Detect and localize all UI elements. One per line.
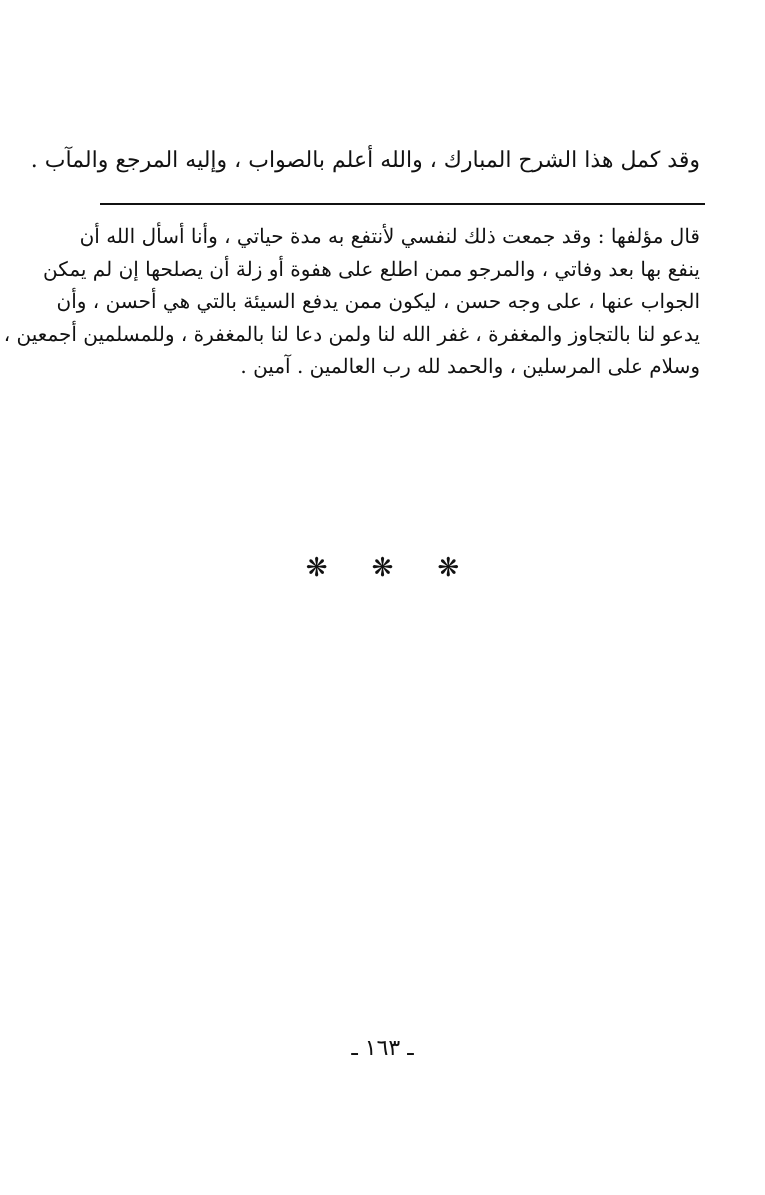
author-note-line: قال مؤلفها : وقد جمعت ذلك لنفسي لأنتفع به مدة حياتي ، وأنا أسأل الله أن [79,224,700,248]
footnote-divider [100,203,705,205]
author-note-line: الجواب عنها ، على وجه حسن ، ليكون ممن يدفع السيئة بالتي هي أحسن ، وأن [56,289,700,313]
author-note [3,220,700,383]
author-note-line: يدعو لنا بالتجاوز والمغفرة ، غفر الله لنا ولمن دعا لنا بالمغفرة ، وللمسلمين أجمعين ، [3,321,700,346]
author-note-line: وسلام على المرسلين ، والحمد لله رب العالمين . آمين . [240,354,700,378]
author-note-line: ينفع بها بعد وفاتي ، والمرجو ممن اطلع على هفوة أو زلة أن يصلحها إن لم يمكن [43,256,700,281]
asterism-star-icon: ❋ [305,553,328,583]
section-separator [0,553,765,583]
asterism-star-icon: ❋ [437,553,460,583]
asterism-star-icon: ❋ [371,553,394,583]
page-number: ـ ١٦٣ ـ [351,1036,414,1061]
closing-statement: وقد كمل هذا الشرح المبارك ، والله أعلم بالصواب ، وإليه المرجع والمآب . [30,148,700,173]
